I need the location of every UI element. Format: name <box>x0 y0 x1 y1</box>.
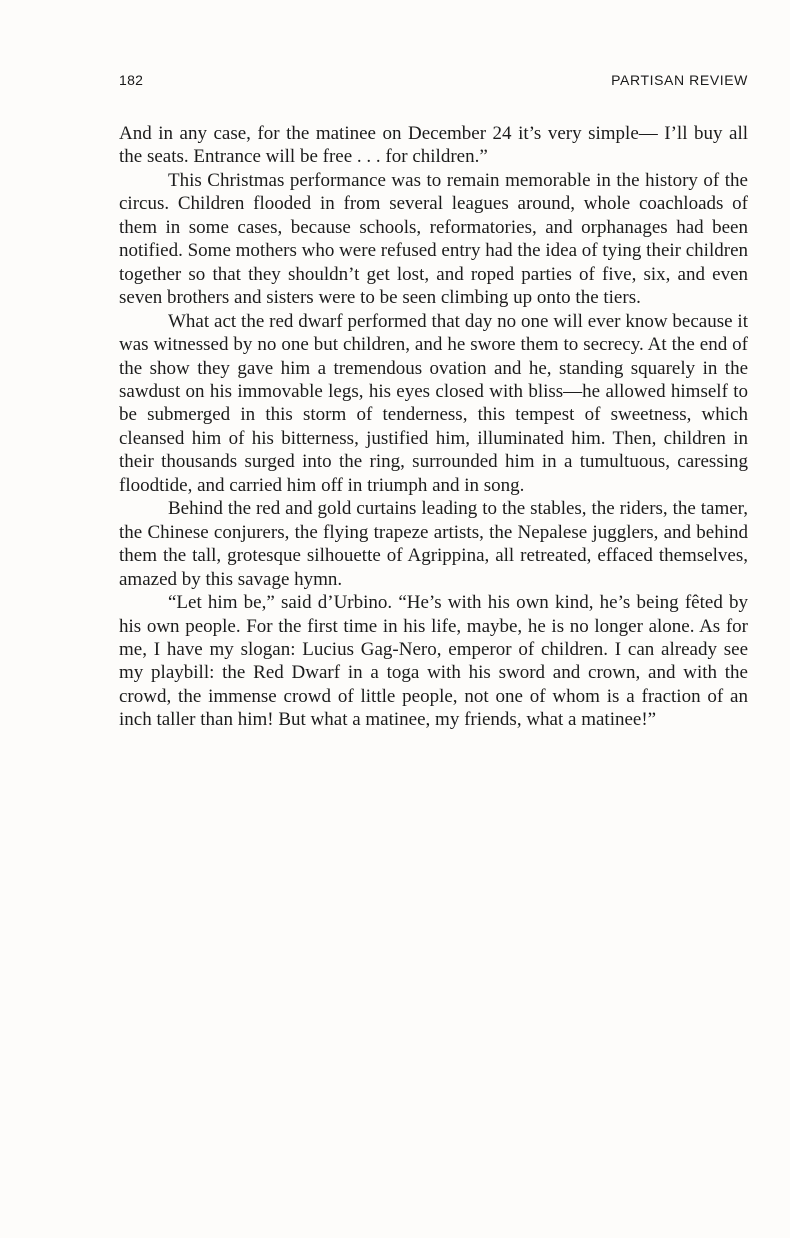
page-number: 182 <box>119 72 144 88</box>
paragraph-red-dwarf-act: What act the red dwarf performed that day no one will ever know because it was witnessed by no one but children, and he swore them to secrecy. At the end of the show they gave him a tremendous ovation and he, standing squarely in the sawdust on his immovable legs, his eyes closed with bliss—he allowed himself to be submerged in this storm of tenderness, this tempest of sweetness, which cleansed him of his bitterness, justified him, illuminated him. Then, children in their thousands surged into the ring, surrounded him in a tumultuous, caressing floodtide, and carried him off in triumph and in song. <box>119 310 748 496</box>
paragraph-christmas-performance: This Christmas performance was to remain memorable in the history of the circus. Children flooded in from several leagues around, whole coachloads of them in some cases, because schools, reformatories, and orphanages had been notified. Some mothers who were refused entry had the idea of tying their children together so that they shouldn’t get lost, and roped parties of five, six, and even seven brothers and sisters were to be seen climbing up onto the tiers. <box>119 169 748 309</box>
paragraph-behind-curtains: Behind the red and gold curtains leading to the stables, the riders, the tamer, the Chinese conjurers, the flying trapeze artists, the Nepalese jugglers, and behind them the tall, grotesque silhouette of Agrippina, all retreated, effaced themselves, amazed by this savage hymn. <box>119 498 748 590</box>
running-head: PARTISAN REVIEW <box>611 72 748 88</box>
paragraph-continuation: And in any case, for the matinee on December 24 it’s very simple— I’ll buy all the seats. Entrance will be free . . . for children.” <box>119 123 748 168</box>
page-header <box>119 72 748 92</box>
paragraph-durbino-speech: “Let him be,” said d’Urbino. “He’s with his own kind, he’s being fêted by his own people. For the first time in his life, maybe, he is no longer alone. As for me, I have my slogan: Lucius Gag-Nero, emperor of children. I can already see my playbill: the Red Dwarf in a toga with his sword and crown, and with the crowd, the immense crowd of little people, not one of whom is a fraction of an inch taller than him! But what a matinee, my friends, what a matinee!” <box>119 592 748 731</box>
body-text <box>119 122 748 732</box>
